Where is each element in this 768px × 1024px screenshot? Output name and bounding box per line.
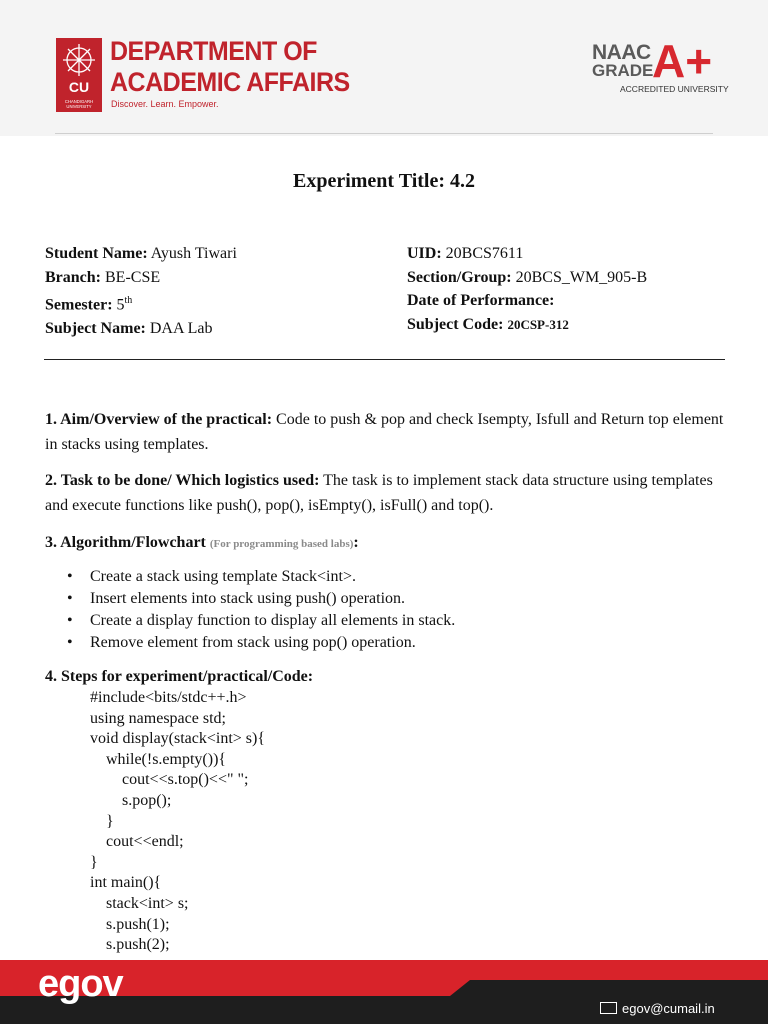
header-divider — [55, 133, 713, 134]
svg-text:CHANDIGARH: CHANDIGARH — [64, 99, 94, 104]
department-title — [110, 36, 350, 99]
algorithm-list — [45, 566, 455, 654]
list-item: • Create a stack using template Stack<int>. — [90, 566, 455, 588]
subject-code: 20CSP-312 — [507, 316, 569, 332]
student-name: Ayush Tiwari — [150, 245, 237, 262]
course-info: UID: 20BCS7611 Section/Group: 20BCS_WM_905-B Date of Performance: Subject Code: 20CSP-312 — [407, 245, 648, 333]
list-item: • Insert elements into stack using push() operation. — [90, 588, 455, 610]
email-text: egov@cumail.in — [622, 1001, 715, 1016]
cu-logo-icon — [56, 38, 102, 112]
svg-text:UNIVERSITY: UNIVERSITY — [66, 104, 92, 109]
date-of-performance: Date of Performance: — [407, 292, 555, 309]
steps-heading: 4. Steps for experiment/practical/Code: — [45, 668, 314, 685]
mail-icon — [600, 1002, 617, 1014]
aim-section: 1. Aim/Overview of the practical: Code to push & pop and check Isempty, Isfull and Return top element in stacks using templates. — [45, 411, 724, 453]
tagline: Discover. Learn. Empower. — [111, 99, 219, 109]
subject-name: DAA Lab — [149, 319, 213, 337]
list-item: • Create a display function to display all elements in stack. — [90, 610, 455, 632]
section-divider — [44, 359, 725, 360]
list-item: • Remove element from stack using pop() operation. — [90, 632, 455, 654]
section-group: 20BCS_WM_905-B — [515, 268, 648, 286]
logo-text: CU — [68, 79, 90, 95]
naac-grade-value: A+ — [652, 35, 713, 87]
footer-email[interactable] — [600, 1001, 715, 1016]
algorithm-heading: 3. Algorithm/Flowchart (For programming based labs): — [45, 534, 359, 551]
naac-badge — [592, 35, 729, 98]
naac-grade-label: GRADE — [592, 61, 654, 80]
code-block: #include<bits/stdc++.h> using namespace std; void display(stack<int> s){ while(!s.empty()){ cout<<s.top()<<" "; s.pop(); } cout<<endl; } int main(){ stack<int> s; s.push(1); s.push(2); — [90, 689, 266, 954]
student-info: Student Name: Ayush Tiwari Branch: BE-CSE Semester: 5th Subject Name: DAA Lab — [45, 245, 237, 337]
department-title-line2: ACADEMIC AFFAIRS — [110, 67, 350, 98]
experiment-title: Experiment Title: 4.2 — [292, 170, 476, 192]
uid: 20BCS7611 — [445, 245, 524, 262]
naac-accredited: ACCREDITED UNIVERSITY — [620, 84, 729, 94]
egov-logo: egov — [38, 963, 123, 1005]
semester: 5 — [116, 296, 125, 314]
task-section: 2. Task to be done/ Which logistics used: The task is to implement stack data structure using templates and execute functions like push(), pop(), isEmpty(), isFull() and top(). — [45, 472, 713, 514]
naac-label: NAAC — [592, 41, 651, 64]
branch: BE-CSE — [105, 268, 161, 286]
department-title-line1: DEPARTMENT OF — [110, 36, 317, 67]
